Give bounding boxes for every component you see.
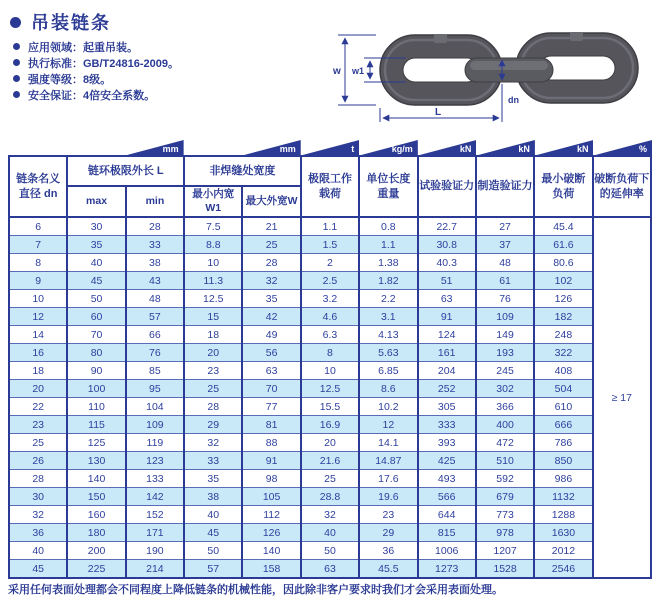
table-cell: 190 — [126, 542, 184, 560]
dim-L-label: L — [434, 107, 442, 118]
table-cell: 18 — [184, 326, 242, 344]
table-cell: 10 — [301, 362, 359, 380]
table-cell: 80.6 — [534, 254, 592, 272]
table-cell: 19.6 — [359, 488, 417, 506]
table-cell: 61.6 — [534, 236, 592, 254]
sub-header-min: min — [126, 186, 184, 217]
table-cell: 10 — [184, 254, 242, 272]
table-cell: 193 — [476, 344, 534, 362]
table-cell: 29 — [359, 524, 417, 542]
table-cell: 104 — [126, 398, 184, 416]
table-row — [9, 398, 651, 416]
table-cell: 48 — [476, 254, 534, 272]
table-cell: 35 — [242, 290, 300, 308]
table-cell: 472 — [476, 434, 534, 452]
table-cell: 493 — [418, 470, 476, 488]
unit-flag — [125, 140, 184, 155]
table-cell: 124 — [418, 326, 476, 344]
table-cell: 158 — [242, 560, 300, 579]
table-row — [9, 524, 651, 542]
table-cell: 6 — [9, 217, 67, 236]
table-cell: 63 — [301, 560, 359, 579]
table-cell: 773 — [476, 506, 534, 524]
table-cell: 57 — [184, 560, 242, 579]
table-cell: 30.8 — [418, 236, 476, 254]
table-cell: 66 — [126, 326, 184, 344]
spec-table-header — [9, 156, 651, 217]
table-cell: 245 — [476, 362, 534, 380]
unit-flag — [359, 140, 418, 155]
table-cell: 63 — [242, 362, 300, 380]
table-cell: 50 — [184, 542, 242, 560]
table-cell: 3.1 — [359, 308, 417, 326]
table-cell: 171 — [126, 524, 184, 542]
unit-flag-label: kN — [576, 144, 589, 154]
table-cell: 28 — [242, 254, 300, 272]
page-title-row — [10, 9, 111, 35]
table-cell: 38 — [184, 488, 242, 506]
table-cell: 76 — [476, 290, 534, 308]
table-cell: 40 — [9, 542, 67, 560]
table-cell: 77 — [242, 398, 300, 416]
table-cell: 18 — [9, 362, 67, 380]
table-cell: 22 — [9, 398, 67, 416]
table-cell: 15 — [184, 308, 242, 326]
title-bullet-icon — [10, 17, 21, 28]
table-cell: 110 — [67, 398, 125, 416]
table-cell: 1630 — [534, 524, 592, 542]
table-cell: 1288 — [534, 506, 592, 524]
table-cell: 140 — [67, 470, 125, 488]
table-cell: 12.5 — [184, 290, 242, 308]
table-cell: 51 — [418, 272, 476, 290]
table-cell: 1.38 — [359, 254, 417, 272]
table-cell: 36 — [359, 542, 417, 560]
unit-flag-label: % — [638, 144, 647, 154]
table-cell: 10.2 — [359, 398, 417, 416]
table-cell: 26 — [9, 452, 67, 470]
table-cell: 28 — [184, 398, 242, 416]
table-cell: 14 — [9, 326, 67, 344]
col-header-elongation: 破断负荷下 的延伸率 — [593, 156, 651, 217]
table-cell: 35 — [184, 470, 242, 488]
col-header-mfg-force: 制造验证力 — [476, 156, 534, 217]
table-cell: 400 — [476, 416, 534, 434]
table-cell: 40.3 — [418, 254, 476, 272]
table-cell: 76 — [126, 344, 184, 362]
table-cell: 25 — [184, 380, 242, 398]
table-cell: 61 — [476, 272, 534, 290]
sub-header-w1: 最小内宽W1 — [184, 186, 242, 217]
table-cell: 109 — [476, 308, 534, 326]
table-cell: 35 — [67, 236, 125, 254]
table-cell: 85 — [126, 362, 184, 380]
table-cell: 49 — [242, 326, 300, 344]
table-cell: 1.1 — [359, 236, 417, 254]
table-cell: 25 — [242, 236, 300, 254]
table-row — [9, 470, 651, 488]
table-cell: 786 — [534, 434, 592, 452]
table-row — [9, 254, 651, 272]
list-item — [13, 89, 179, 100]
table-cell: 644 — [418, 506, 476, 524]
unit-flag-label: mm — [162, 144, 179, 154]
table-cell: 29 — [184, 416, 242, 434]
table-cell: 23 — [184, 362, 242, 380]
table-cell: 366 — [476, 398, 534, 416]
table-cell: 6.3 — [301, 326, 359, 344]
table-cell: 17.6 — [359, 470, 417, 488]
table-cell: 14.87 — [359, 452, 417, 470]
list-item — [13, 41, 179, 52]
unit-flag — [593, 140, 652, 155]
table-cell: 50 — [301, 542, 359, 560]
table-cell: 2.2 — [359, 290, 417, 308]
table-cell: 504 — [534, 380, 592, 398]
table-row — [9, 326, 651, 344]
unit-flag-label: t — [351, 144, 355, 154]
col-header-proof-force: 试验验证力 — [418, 156, 476, 217]
unit-flag — [301, 140, 360, 155]
table-cell: 40 — [184, 506, 242, 524]
table-row — [9, 416, 651, 434]
spec-table-block — [8, 140, 652, 579]
table-cell: 32 — [9, 506, 67, 524]
table-cell: 45.4 — [534, 217, 592, 236]
table-cell: 100 — [67, 380, 125, 398]
table-cell: 16 — [9, 344, 67, 362]
table-cell: 7.5 — [184, 217, 242, 236]
col-group-width: 非焊缝处宽度 — [184, 156, 301, 186]
bullet-text: 强度等级：8级。 — [28, 73, 112, 86]
col-header-breaking-load: 最小破断 负荷 — [534, 156, 592, 217]
unit-flag — [476, 140, 535, 155]
table-cell: 2 — [301, 254, 359, 272]
table-cell: 45 — [9, 560, 67, 579]
spec-table — [8, 155, 652, 579]
table-cell: 4.13 — [359, 326, 417, 344]
unit-flag — [242, 140, 301, 155]
table-cell: 150 — [67, 488, 125, 506]
dim-w1-label: w1 — [352, 66, 365, 76]
table-cell: 12 — [359, 416, 417, 434]
table-cell: 30 — [67, 217, 125, 236]
table-cell: 36 — [9, 524, 67, 542]
table-cell: 10 — [9, 290, 67, 308]
table-cell: 566 — [418, 488, 476, 506]
table-cell: 182 — [534, 308, 592, 326]
table-row — [9, 452, 651, 470]
table-cell: 50 — [67, 290, 125, 308]
table-cell: 0.8 — [359, 217, 417, 236]
table-cell: 91 — [242, 452, 300, 470]
table-cell: 160 — [67, 506, 125, 524]
table-row — [9, 560, 651, 579]
table-cell: 1.5 — [301, 236, 359, 254]
table-cell: 43 — [126, 272, 184, 290]
table-cell: 1207 — [476, 542, 534, 560]
dim-dn-label: dn — [508, 95, 519, 105]
table-cell: 510 — [476, 452, 534, 470]
table-row — [9, 236, 651, 254]
table-cell: 9 — [9, 272, 67, 290]
table-cell: 25 — [9, 434, 67, 452]
table-cell: 126 — [242, 524, 300, 542]
table-cell: 112 — [242, 506, 300, 524]
table-cell: 815 — [418, 524, 476, 542]
col-header-working-load: 极限工作 载荷 — [301, 156, 359, 217]
sub-header-w: 最大外宽W — [242, 186, 300, 217]
table-cell: 592 — [476, 470, 534, 488]
table-cell: 28.8 — [301, 488, 359, 506]
table-cell: 125 — [67, 434, 125, 452]
table-cell: 30 — [9, 488, 67, 506]
table-cell: 33 — [184, 452, 242, 470]
table-cell: 21 — [242, 217, 300, 236]
table-cell: 32 — [242, 272, 300, 290]
table-cell: 1273 — [418, 560, 476, 579]
table-cell: 90 — [67, 362, 125, 380]
footer-note: 采用任何表面处理都会不同程度上降低链条的机械性能，因此除非客户要求时我们才会采用表面处理。 — [8, 584, 503, 596]
table-cell: 214 — [126, 560, 184, 579]
table-cell: 38 — [126, 254, 184, 272]
table-cell: 3.2 — [301, 290, 359, 308]
table-cell: 1006 — [418, 542, 476, 560]
table-cell: 333 — [418, 416, 476, 434]
table-cell: 119 — [126, 434, 184, 452]
table-cell: 140 — [242, 542, 300, 560]
table-cell: 21.6 — [301, 452, 359, 470]
table-cell: 204 — [418, 362, 476, 380]
table-cell: 2012 — [534, 542, 592, 560]
table-cell: 11.3 — [184, 272, 242, 290]
table-row — [9, 380, 651, 398]
table-cell: 48 — [126, 290, 184, 308]
table-cell: 4.6 — [301, 308, 359, 326]
table-cell: 23 — [9, 416, 67, 434]
table-row — [9, 542, 651, 560]
sub-header-max: max — [67, 186, 125, 217]
table-cell: 80 — [67, 344, 125, 362]
table-cell: 37 — [476, 236, 534, 254]
table-cell: 126 — [534, 290, 592, 308]
table-cell: 28 — [126, 217, 184, 236]
table-cell: 305 — [418, 398, 476, 416]
table-cell: 22.7 — [418, 217, 476, 236]
table-row — [9, 290, 651, 308]
table-cell: 105 — [242, 488, 300, 506]
table-cell: 81 — [242, 416, 300, 434]
table-row — [9, 344, 651, 362]
table-cell: 14.1 — [359, 434, 417, 452]
table-cell: 978 — [476, 524, 534, 542]
table-cell: 91 — [418, 308, 476, 326]
table-cell: 252 — [418, 380, 476, 398]
table-cell: 850 — [534, 452, 592, 470]
table-cell: 56 — [242, 344, 300, 362]
table-cell: 142 — [126, 488, 184, 506]
table-cell: 57 — [126, 308, 184, 326]
unit-flag — [418, 140, 477, 155]
table-cell: 8.6 — [359, 380, 417, 398]
unit-flag — [535, 140, 594, 155]
table-cell: 248 — [534, 326, 592, 344]
table-cell: 610 — [534, 398, 592, 416]
table-cell: 5.63 — [359, 344, 417, 362]
table-row — [9, 308, 651, 326]
col-group-length: 链环极限外长 L — [67, 156, 184, 186]
table-cell: 2546 — [534, 560, 592, 579]
table-cell: 40 — [301, 524, 359, 542]
table-cell: 32 — [301, 506, 359, 524]
bullet-icon — [13, 43, 20, 50]
table-cell: 60 — [67, 308, 125, 326]
table-cell: 152 — [126, 506, 184, 524]
table-cell: 88 — [242, 434, 300, 452]
table-cell: 7 — [9, 236, 67, 254]
table-cell: 123 — [126, 452, 184, 470]
table-row — [9, 362, 651, 380]
table-cell: 225 — [67, 560, 125, 579]
table-row — [9, 506, 651, 524]
col-header-unit-weight: 单位长度 重量 — [359, 156, 417, 217]
list-item — [13, 57, 179, 68]
unit-flag-label: kN — [518, 144, 530, 154]
table-cell: 666 — [534, 416, 592, 434]
table-cell: 28 — [9, 470, 67, 488]
table-row — [9, 434, 651, 452]
table-cell: 25 — [301, 470, 359, 488]
table-cell: 12.5 — [301, 380, 359, 398]
table-cell: 12 — [9, 308, 67, 326]
table-cell: 8 — [301, 344, 359, 362]
table-cell: 161 — [418, 344, 476, 362]
table-cell: 149 — [476, 326, 534, 344]
table-cell: 1528 — [476, 560, 534, 579]
table-cell: 8.8 — [184, 236, 242, 254]
col-header-dn: 链条名义 直径 dn — [9, 156, 67, 217]
table-cell: 40 — [67, 254, 125, 272]
chain-diagram-image — [328, 18, 653, 133]
unit-flag-label: kN — [459, 144, 472, 154]
unit-flag-label: kg/m — [391, 144, 413, 154]
table-cell: 986 — [534, 470, 592, 488]
bullet-text: 安全保证：4倍安全系数。 — [28, 89, 156, 102]
elongation-merged-cell: ≥ 17 — [593, 217, 651, 578]
table-row — [9, 217, 651, 236]
table-cell: 6.85 — [359, 362, 417, 380]
unit-flag-label: mm — [279, 144, 296, 154]
table-cell: 70 — [242, 380, 300, 398]
table-cell: 45 — [67, 272, 125, 290]
table-cell: 33 — [126, 236, 184, 254]
table-cell: 16.9 — [301, 416, 359, 434]
unit-flags-row — [8, 140, 652, 155]
table-cell: 1132 — [534, 488, 592, 506]
table-cell: 20 — [301, 434, 359, 452]
table-cell: 45.5 — [359, 560, 417, 579]
table-row — [9, 272, 651, 290]
table-cell: 98 — [242, 470, 300, 488]
table-cell: 180 — [67, 524, 125, 542]
chain-middle-link — [465, 58, 553, 82]
table-cell: 102 — [534, 272, 592, 290]
dim-w-label: w — [333, 66, 341, 77]
bullet-list — [13, 41, 179, 100]
table-cell: 15.5 — [301, 398, 359, 416]
spec-table-body — [9, 217, 651, 578]
table-cell: 95 — [126, 380, 184, 398]
table-cell: 200 — [67, 542, 125, 560]
table-cell: 408 — [534, 362, 592, 380]
table-cell: 23 — [359, 506, 417, 524]
table-cell: 2.5 — [301, 272, 359, 290]
table-cell: 1.82 — [359, 272, 417, 290]
table-cell: 1.1 — [301, 217, 359, 236]
page-title: 吊装链条 — [31, 13, 111, 33]
table-cell: 8 — [9, 254, 67, 272]
table-cell: 679 — [476, 488, 534, 506]
table-cell: 109 — [126, 416, 184, 434]
table-cell: 42 — [242, 308, 300, 326]
bullet-icon — [13, 91, 20, 98]
bullet-icon — [13, 75, 20, 82]
table-cell: 425 — [418, 452, 476, 470]
table-cell: 133 — [126, 470, 184, 488]
bullet-icon — [13, 59, 20, 66]
table-cell: 130 — [67, 452, 125, 470]
table-cell: 32 — [184, 434, 242, 452]
table-row — [9, 488, 651, 506]
table-cell: 20 — [184, 344, 242, 362]
table-cell: 322 — [534, 344, 592, 362]
table-cell: 70 — [67, 326, 125, 344]
bullet-text: 应用领域：起重吊装。 — [28, 41, 138, 54]
table-cell: 63 — [418, 290, 476, 308]
table-cell: 393 — [418, 434, 476, 452]
list-item — [13, 73, 179, 84]
table-cell: 302 — [476, 380, 534, 398]
table-cell: 27 — [476, 217, 534, 236]
bullet-text: 执行标准：GB/T24816-2009。 — [28, 57, 179, 70]
table-cell: 115 — [67, 416, 125, 434]
table-cell: 45 — [184, 524, 242, 542]
table-cell: 20 — [9, 380, 67, 398]
